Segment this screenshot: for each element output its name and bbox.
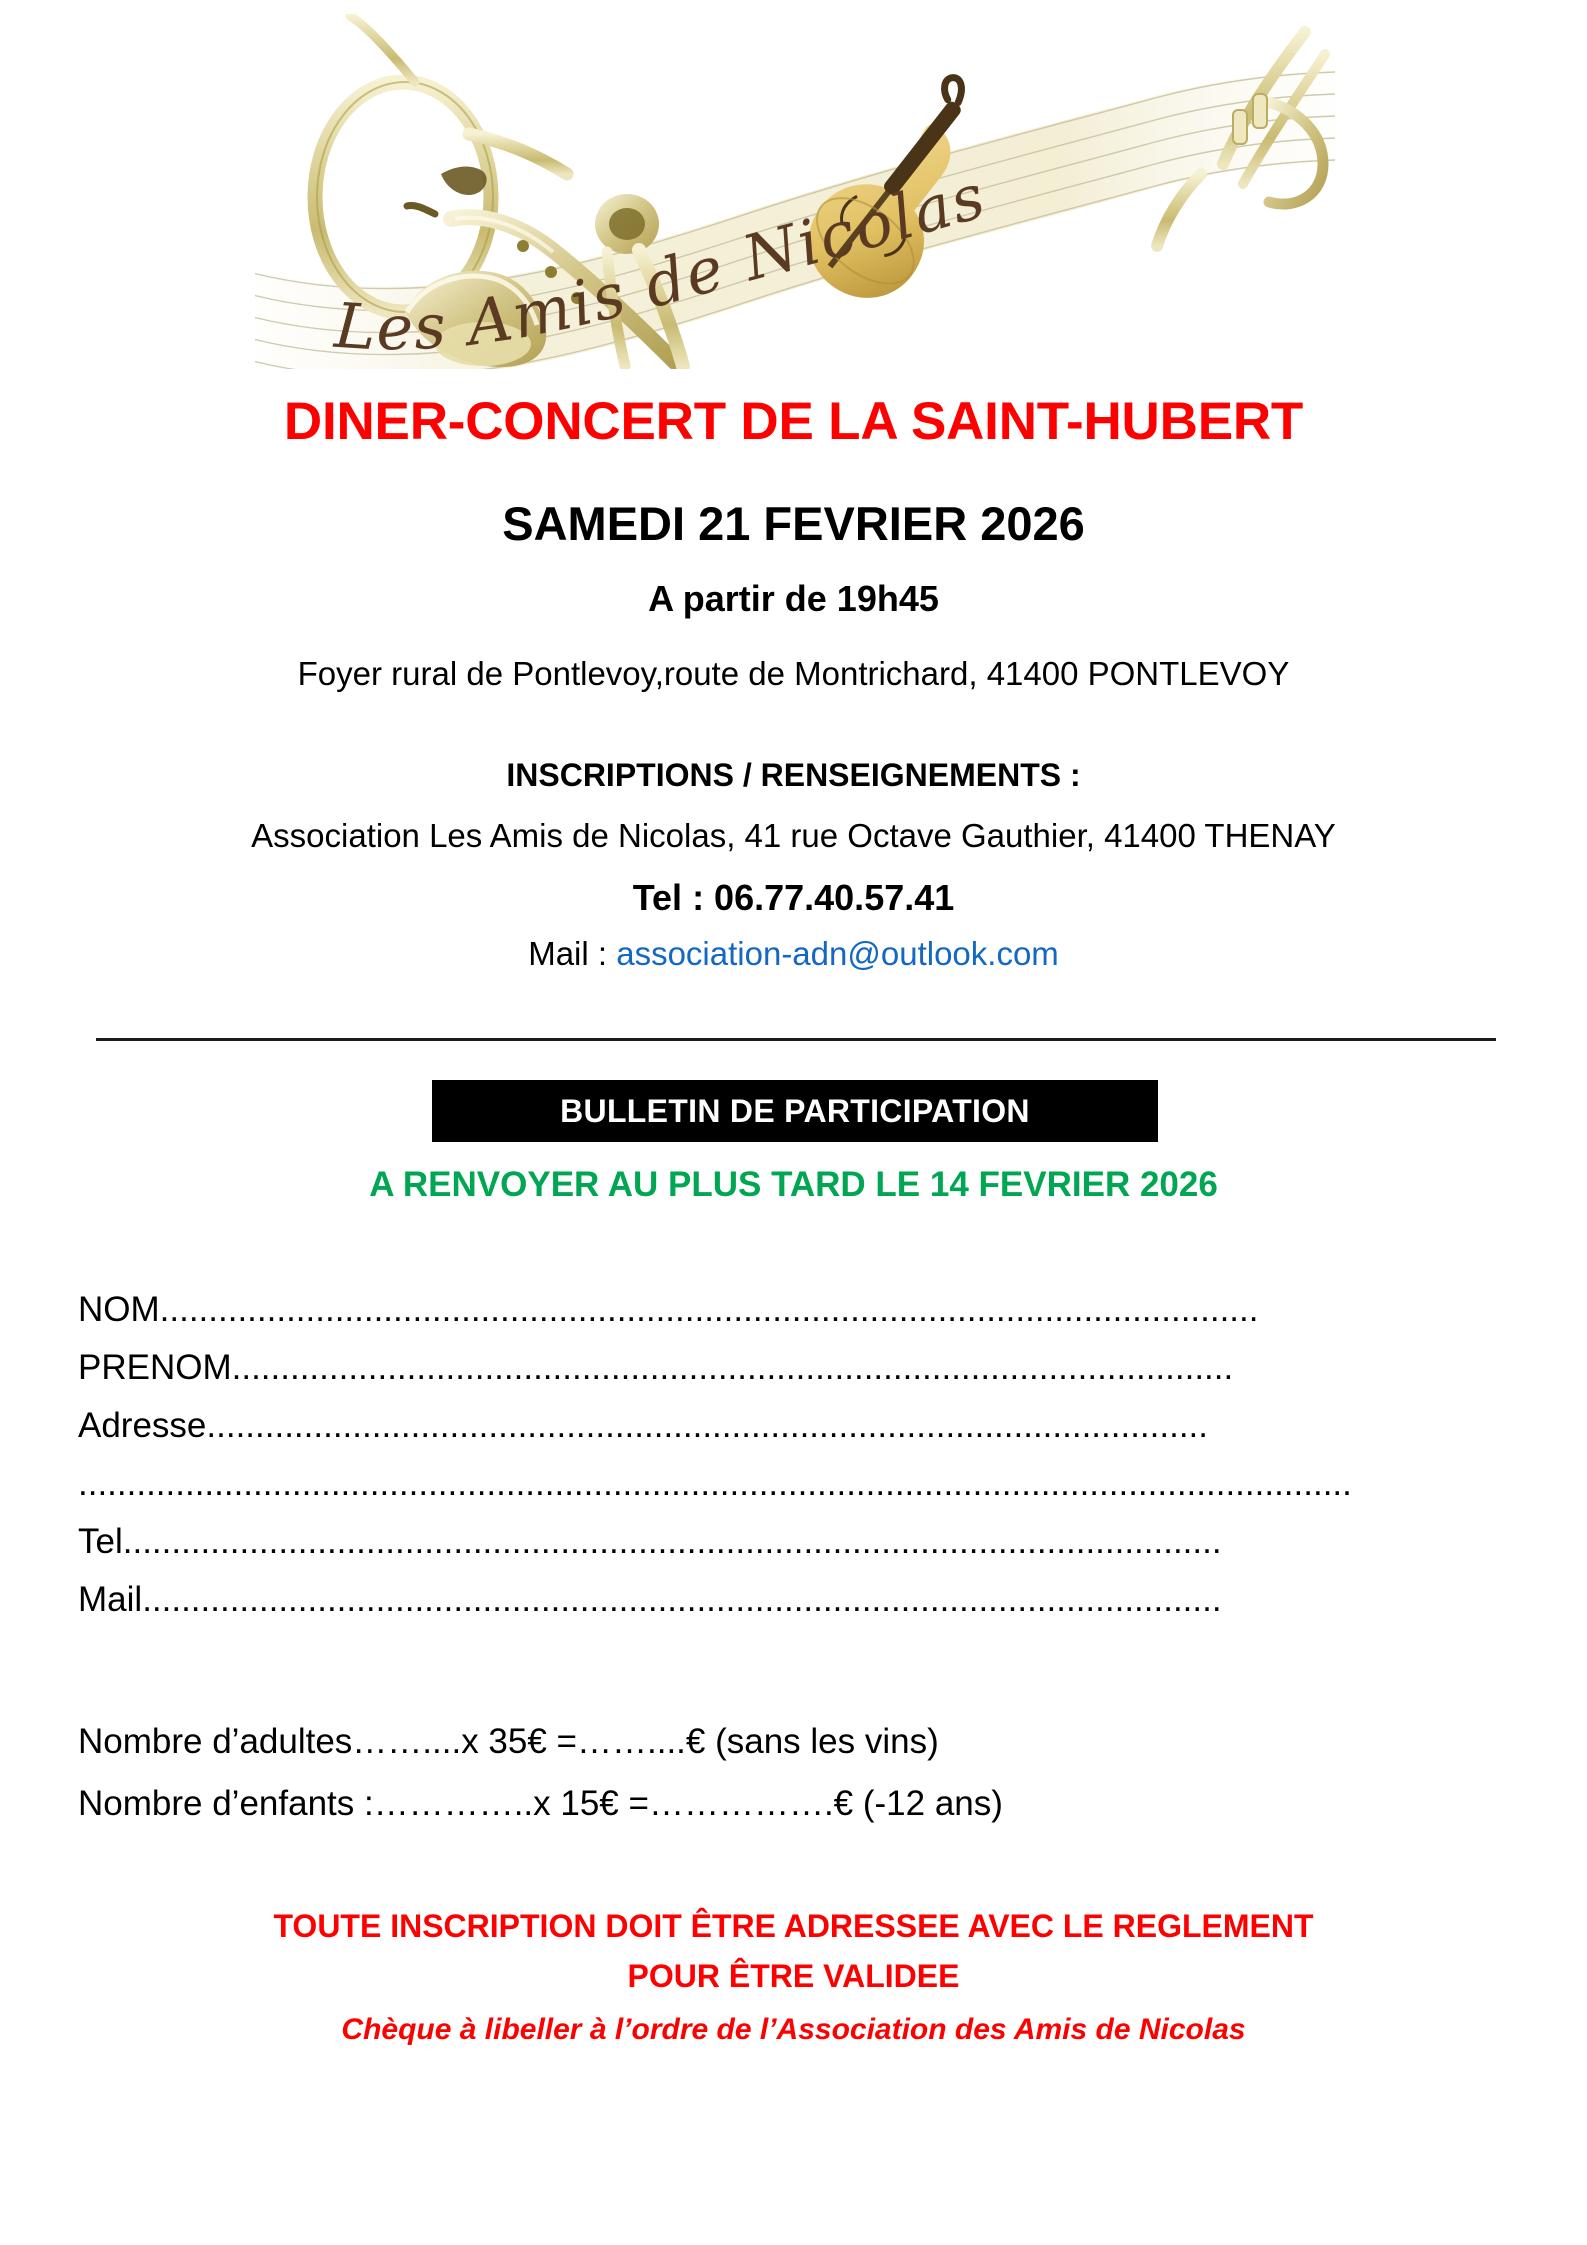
form-field-prenom[interactable] [78, 1348, 1528, 1406]
form-dots-nom: ................................................................................................................. [159, 1290, 1259, 1329]
participation-banner: BULLETIN DE PARTICIPATION [432, 1080, 1158, 1142]
event-venue: Foyer rural de Pontlevoy,route de Montrichard, 41400 PONTLEVOY [297, 655, 1290, 692]
form-label-tel: Tel [78, 1522, 123, 1561]
association-logo [255, 14, 1345, 369]
logo-script-label: Les Amis de Nicolas [332, 158, 995, 365]
contact-mail-link[interactable]: association-adn@outlook.com [616, 935, 1059, 972]
form-label-mail: Mail [78, 1580, 143, 1619]
price-section [78, 1722, 1528, 1846]
form-dots-prenom: ....................................................................................................... [231, 1348, 1234, 1387]
participation-form [78, 1290, 1528, 1638]
form-field-adresse[interactable] [78, 1406, 1528, 1464]
form-field-mail[interactable] [78, 1580, 1528, 1638]
event-time: A partir de 19h45 [648, 578, 939, 619]
association-address: Association Les Amis de Nicolas, 41 rue Octave Gauthier, 41400 THENAY [251, 817, 1336, 854]
form-label-prenom: PRENOM [78, 1348, 232, 1387]
event-date: SAMEDI 21 FEVRIER 2026 [502, 497, 1085, 550]
price-line-children[interactable]: Nombre d’enfants :…………..x 15€ =…………….€ (-12 ans) [78, 1784, 1003, 1823]
page-title: DINER-CONCERT DE LA SAINT-HUBERT [283, 392, 1304, 451]
footer-cheque-note: Chèque à libeller à l’ordre de l’Association des Amis de Nicolas [341, 2013, 1246, 2046]
contact-phone: Tel : 06.77.40.57.41 [632, 877, 955, 918]
section-divider [96, 1038, 1496, 1041]
form-dots-adresse: ....................................................................................................... [206, 1406, 1208, 1445]
form-field-adresse-line2[interactable] [78, 1464, 1528, 1522]
price-line-adults[interactable]: Nombre d’adultes……....x 35€ =……....€ (sans les vins) [78, 1722, 939, 1761]
footer-notice-line2: POUR ÊTRE VALIDEE [627, 1958, 960, 1994]
form-dots-tel: ................................................................................................................. [122, 1522, 1222, 1561]
form-field-tel[interactable] [78, 1522, 1528, 1580]
form-label-nom: NOM [78, 1290, 160, 1329]
logo-illustration [255, 14, 1345, 369]
form-dots-adresse-line2: ................................................................................................................................... [78, 1464, 1352, 1503]
contact-mail-row [0, 935, 1587, 973]
form-dots-mail: ............................................................................................................... [142, 1580, 1222, 1619]
form-label-adresse: Adresse [78, 1406, 207, 1445]
form-field-nom[interactable] [78, 1290, 1528, 1348]
contact-mail-label: Mail : [528, 935, 617, 972]
registration-heading: INSCRIPTIONS / RENSEIGNEMENTS : [506, 757, 1081, 793]
footer-notice-line1: TOUTE INSCRIPTION DOIT ÊTRE ADRESSEE AVEC LE REGLEMENT [273, 1908, 1314, 1944]
return-deadline: A RENVOYER AU PLUS TARD LE 14 FEVRIER 2026 [369, 1165, 1218, 1204]
